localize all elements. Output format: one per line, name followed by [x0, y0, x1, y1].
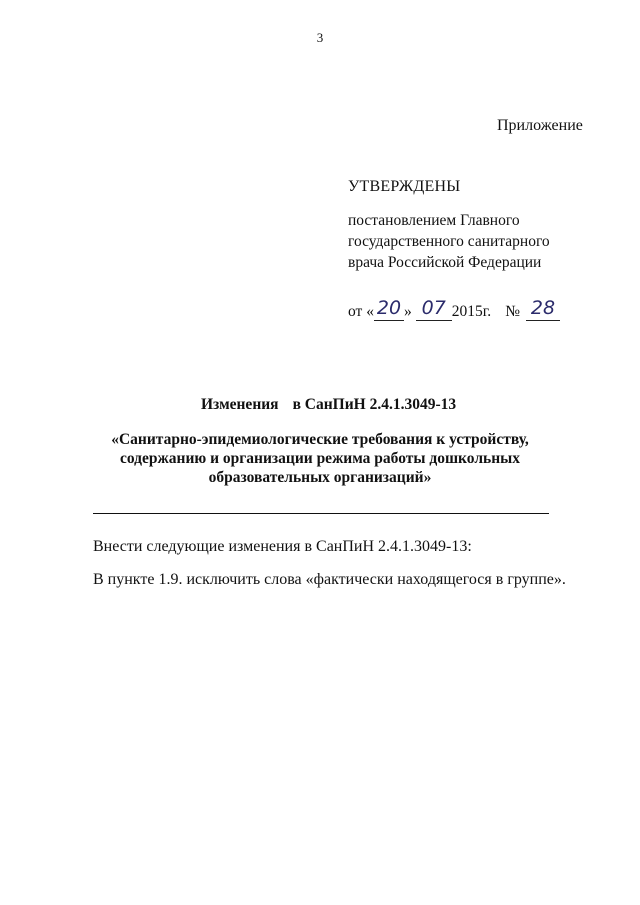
body-item: В пункте 1.9. исключить слова «фактически находящегося в группе». — [93, 571, 566, 588]
subtitle-line-2: содержанию и организации режима работы дошкольных — [120, 450, 520, 467]
approval-line-2: государственного санитарного — [348, 233, 550, 250]
title-part-1: Изменения — [201, 396, 279, 413]
appendix-label: Приложение — [497, 117, 583, 134]
approval-line-1: постановлением Главного — [348, 212, 520, 229]
number-label: № — [505, 303, 520, 320]
approval-heading: УТВЕРЖДЕНЫ — [348, 178, 461, 195]
page-number: 3 — [316, 30, 324, 45]
approval-date-row — [348, 298, 560, 321]
handwritten-month: 07 — [416, 298, 452, 321]
date-mid: » — [403, 303, 412, 320]
date-year: 2015г. — [451, 303, 492, 320]
handwritten-day: 20 — [374, 298, 404, 321]
divider-line — [93, 513, 549, 514]
subtitle-line-3: образовательных организаций» — [208, 469, 432, 486]
subtitle-line-1: «Санитарно-эпидемиологические требования к устройству, — [111, 431, 529, 448]
handwritten-number: 28 — [526, 298, 560, 321]
title-part-2: в СанПиН 2.4.1.3049-13 — [292, 396, 457, 413]
body-intro: Внести следующие изменения в СанПиН 2.4.1.3049-13: — [93, 538, 472, 555]
document-title — [201, 396, 456, 414]
date-prefix: от « — [348, 303, 374, 320]
approval-line-3: врача Российской Федерации — [348, 254, 542, 271]
